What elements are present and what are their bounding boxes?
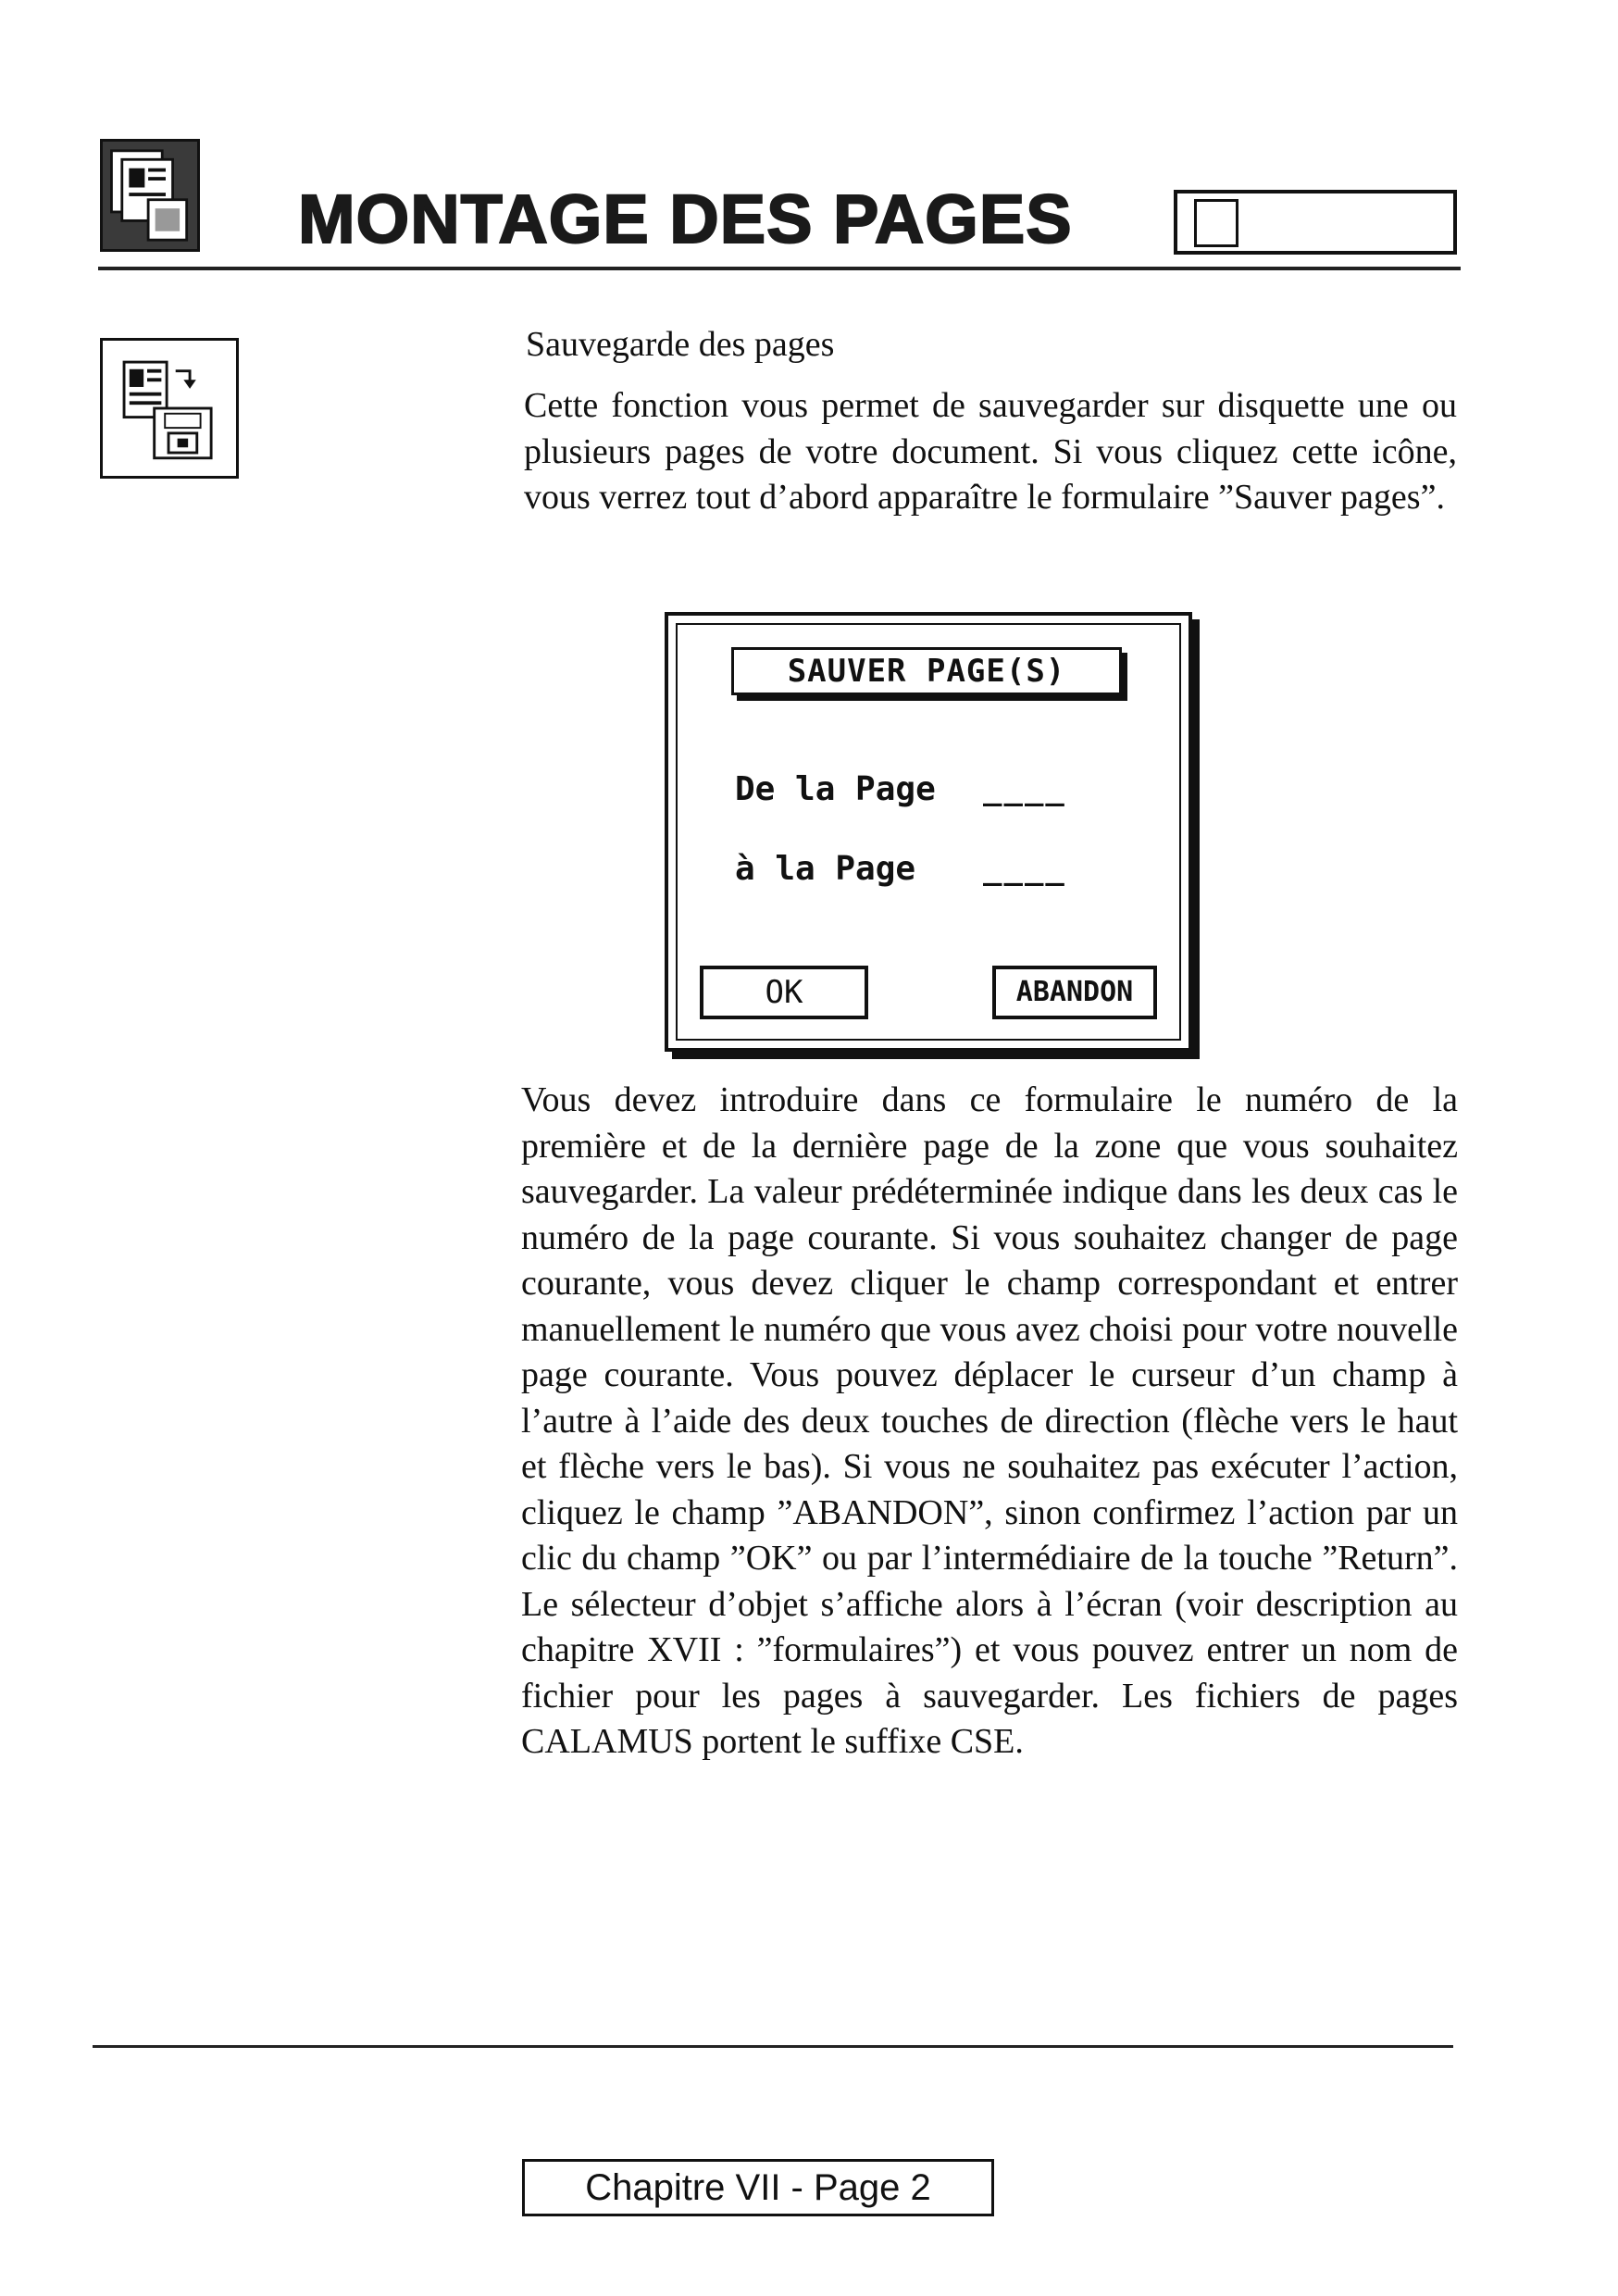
footer-rule (93, 2045, 1453, 2048)
title-page-icon-box (1174, 190, 1457, 255)
page-icon (1194, 199, 1238, 247)
section-heading: Sauvegarde des pages (526, 325, 835, 364)
body-paragraph: Vous devez introduire dans ce formulaire le numéro de la première et de la dernière page de la zone que vous souhaitez sauvegarder. La valeur prédéterminée indique dans les deux cas le numéro de la page courante. Si vous souhaitez changer de page courante, vous devez cliquer le champ correspondant et entrer manuellement le numéro que vous avez choisi pour votre nouvelle page courante. Vous pouvez déplacer le curseur d’un champ à l’autre à l’aide des deux touches de direction (flèche vers le haut et flèche vers le bas). Si vous ne souhaitez pas exécuter l’action, cliquez le champ ”ABANDON”, sinon confirmez l’action par un clic du champ ”OK” ou par l’intermédiaire de la touche ”Return”. Le sélecteur d’objet s’affiche alors à l’écran (voir description au chapitre XVII : ”formulaires”) et vous pouvez entrer un nom de fichier pour les pages à sauvegarder. Les fichiers de pages CALAMUS portent le suffixe CSE. (521, 1080, 1458, 1761)
abandon-button[interactable]: ABANDON (992, 966, 1157, 1019)
ok-button[interactable]: OK (700, 966, 868, 1019)
dialog-title: SAUVER PAGE(S) (731, 647, 1122, 695)
save-pages-icon (100, 338, 239, 479)
intro-paragraph: Cette fonction vous permet de sauvegarder sur disquette une ou plusieurs pages de votre document. Si vous cliquez cette icône, vous verrez tout d’abord apparaître le formulaire ”Sauver pages”. (524, 386, 1457, 517)
from-page-label: De la Page (735, 770, 936, 808)
page-number-box: Chapitre VII - Page 2 (522, 2159, 994, 2216)
to-page-field[interactable]: ____ (983, 850, 1066, 887)
page-layout-icon (100, 139, 200, 252)
save-pages-dialog (665, 612, 1192, 1052)
to-page-label: à la Page (735, 850, 916, 888)
header-rule (98, 267, 1461, 270)
from-page-field[interactable]: ____ (983, 770, 1066, 807)
page-title: MONTAGE DES PAGES (298, 181, 1073, 257)
